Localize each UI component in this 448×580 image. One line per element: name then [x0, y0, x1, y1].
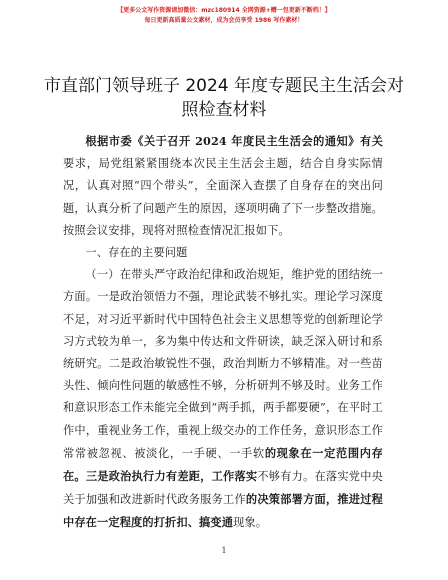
paragraph-text-end: 现象。	[233, 516, 268, 530]
promo-banner-line1: 【更多公文写作资源请加微信：mzc180914 全网资源+赠一包更新不断档！】	[117, 7, 331, 14]
paragraph-text-mid: 不够有力。在落实党中央关于加强和改进新时代政务服务工作	[63, 470, 383, 507]
promo-banner-line2: 每日更新高质量公文素材，成为会员享受 1986 写作素材！	[144, 17, 304, 24]
document-title-line1: 市直部门领导班子 2024 年度专题民主生活会对	[43, 76, 405, 96]
document-title	[40, 74, 408, 122]
intro-bold-text: 根据市委《关于召开 2024 年度民主生活会的通知》有关	[85, 134, 383, 148]
intro-text: 要求，局党组紧紧围绕本次民主生活会主题，结合自身实际情况，认真对照“四个带头”，全面深入查摆了自身存在的突出问题，认真分析了问题产生的原因，逐项明确了下一步整改措施。按照会议安排，现将对照检查情况汇报如下。	[63, 157, 383, 237]
document-body	[63, 130, 383, 535]
document-title-line2: 照检查材料	[181, 100, 267, 120]
intro-paragraph	[63, 130, 383, 242]
page-number: 1	[221, 546, 227, 555]
section-heading: 一、存在的主要问题	[85, 246, 188, 260]
paragraph-bold-text-a: 的现象在一定范围内存在。三是政治执行力有差距，工作落实	[63, 445, 383, 484]
body-paragraph-1	[63, 264, 383, 534]
paragraph-text: （一）在带头严守政治纪律和政治规矩，维护党的团结统一方面。一是政治领悟力不强，理论武装不够扎实。理论学习深度不足，对习近平新时代中国特色社会主义思想等党的创新理论学习方式较为单一，多为集中传达和文件研读，缺乏深入研讨和系统研究。二是政治敏锐性不强，政治判断力不够精准。对一些苗头性、倾向性问题的敏感性不够，分析研判不够及时。业务工作和意识形态工作未能完全做到“两手抓，两手都要硬”，在平时工作中，重视业务工作，重视上级交办的工作任务，意识形态工作常常被忽视、被淡化，一手硬、一手软	[63, 268, 383, 460]
paragraph-bold-text-b: 的决策部署方面，推进过程中存在一定程度的打折扣、搞变通	[63, 492, 383, 530]
